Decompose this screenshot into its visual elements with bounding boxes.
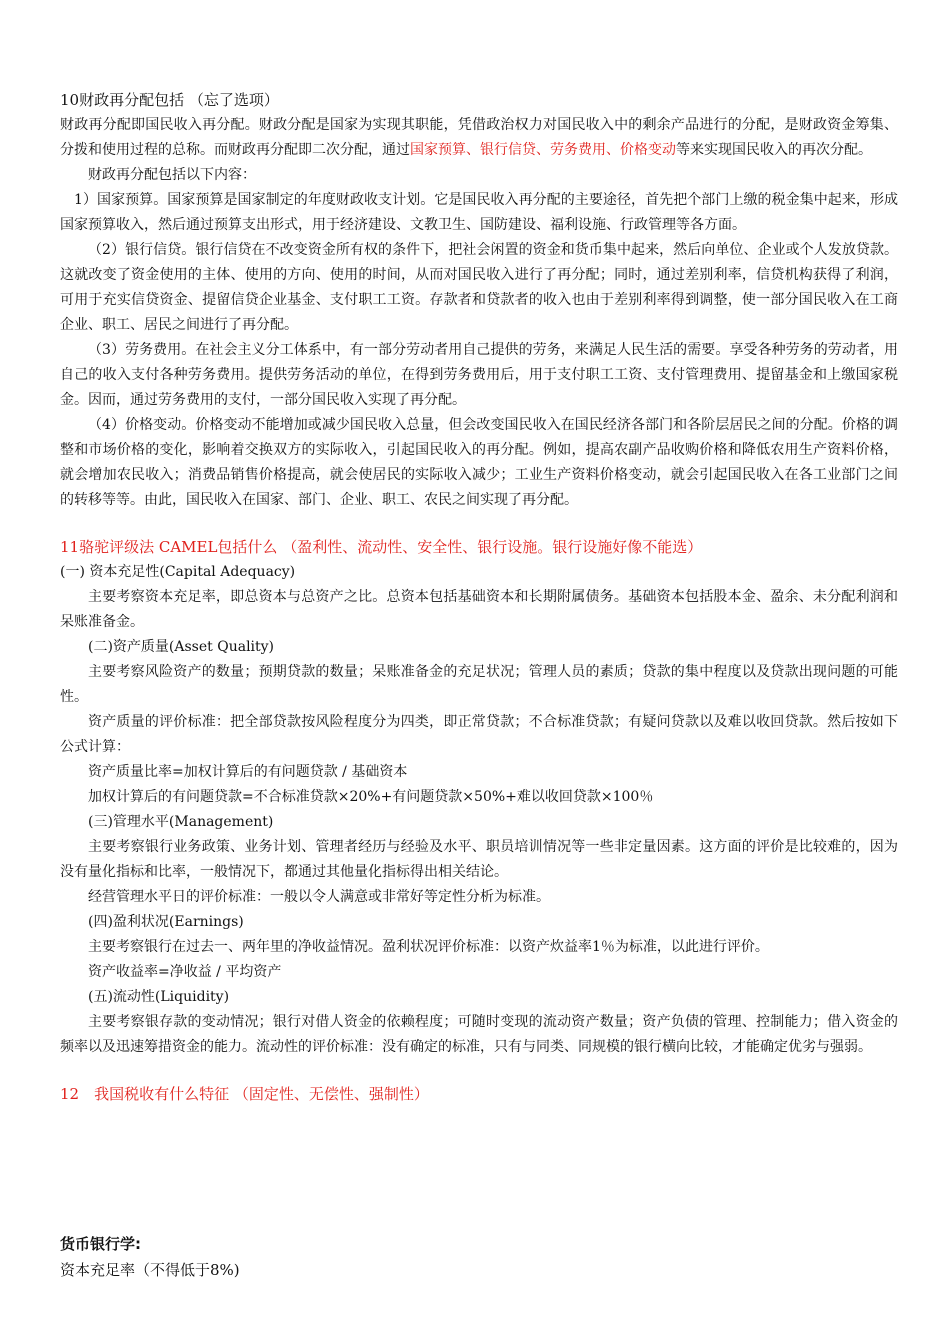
section-12-title: 12 我国税收有什么特征 （固定性、无偿性、强制性）	[60, 1085, 429, 1103]
section-10-item-national-budget: 1）国家预算。国家预算是国家制定的年度财政收支计划。它是国民收入再分配的主要途径，首先把个部门上缴的税金集中起来，形成国家预算收入，然后通过预算支出形式，用于经济建设、文教卫生、国防建设、福利设施、行政管理等各方面。	[60, 192, 898, 233]
camel-management-heading: (三)管理水平(Management)	[88, 814, 274, 830]
camel-asset-text-2: 资产质量的评价标准：把全部贷款按风险程度分为四类，即正常贷款；不合标准贷款；有疑问贷款以及难以收回贷款。然后按如下公式计算：	[60, 714, 898, 755]
camel-asset-formula-1: 资产质量比率=加权计算后的有问题贷款 / 基础资本	[88, 764, 408, 780]
camel-asset-text-1: 主要考察风险资产的数量；预期贷款的数量；呆账准备金的充足状况；管理人员的素质；贷款的集中程度以及贷款出现问题的可能性。	[60, 664, 898, 705]
section-10-paragraph-2: 财政再分配包括以下内容：	[88, 167, 256, 183]
section-11-title: 11骆驼评级法 CAMEL包括什么 （盈利性、流动性、安全性、银行设施。银行设施好像不能选）	[60, 538, 703, 556]
section-10-paragraph-1	[60, 113, 898, 163]
document-body	[60, 88, 898, 1107]
capital-adequacy-note: 资本充足率（不得低于8%)	[60, 1261, 240, 1279]
section-10-item-bank-credit: （2）银行信贷。银行信贷在不改变资金所有权的条件下，把社会闲置的资金和货币集中起来，然后向单位、企业或个人发放贷款。这就改变了资金使用的主体、使用的方向、使用的时间，从而对国民收入进行了再分配；同时，通过差别利率，信贷机构获得了利润，可用于充实信贷资金、提留信贷企业基金、支付职工工资。存款者和贷款者的收入也由于差别利率得到调整，使一部分国民收入在工商企业、职工、居民之间进行了再分配。	[60, 242, 898, 333]
highlighted-text: 国家预算、银行信贷、劳务费用、价格变动	[410, 142, 676, 158]
camel-liquidity-heading: (五)流动性(Liquidity)	[88, 989, 230, 1005]
camel-capital-text: 主要考察资本充足率，即总资本与总资产之比。总资本包括基础资本和长期附属债务。基础资本包括股本金、盈余、未分配利润和呆账准备金。	[60, 589, 898, 630]
camel-management-text-2: 经营管理水平日的评价标准：一般以令人满意或非常好等定性分析为标准。	[88, 889, 550, 905]
section-10-item-service-fees: （3）劳务费用。在社会主义分工体系中，有一部分劳动者用自己提供的劳务，来满足人民生活的需要。享受各种劳务的劳动者，用自己的收入支付各种劳务费用。提供劳务活动的单位，在得到劳务费用后，用于支付职工工资、支付管理费用、提留基金和上缴国家税金。因而，通过劳务费用的支付，一部分国民收入实现了再分配。	[60, 342, 898, 408]
camel-earnings-text-2: 资产收益率=净收益 / 平均资产	[88, 964, 282, 980]
camel-management-text-1: 主要考察银行业务政策、业务计划、管理者经历与经验及水平、职员培训情况等一些非定量因素。这方面的评价是比较难的，因为没有量化指标和比率，一般情况下，都通过其他量化指标得出相关结论。	[60, 839, 898, 880]
section-10-title: 10财政再分配包括 （忘了选项）	[60, 91, 279, 109]
camel-asset-formula-2: 加权计算后的有问题贷款=不合标准贷款×20%+有问题贷款×50%+难以收回贷款×100％	[88, 789, 654, 805]
camel-liquidity-text: 主要考察银存款的变动情况；银行对借人资金的依赖程度；可随时变现的流动资产数量；资产负债的管理、控制能力；借入资金的频率以及迅速筹措资金的能力。流动性的评价标准：没有确定的标准，只有与同类、同规模的银行横向比较，才能确定优劣与强弱。	[60, 1014, 898, 1055]
camel-earnings-text-1: 主要考察银行在过去一、两年里的净收益情况。盈利状况评价标准：以资产炊益率1％为标准，以此进行评价。	[88, 939, 769, 955]
camel-asset-heading: (二)资产质量(Asset Quality)	[88, 639, 275, 655]
camel-earnings-heading: (四)盈利状况(Earnings)	[88, 914, 244, 930]
section-10-item-price-change: （4）价格变动。价格变动不能增加或减少国民收入总量，但会改变国民收入在国民经济各部门和各阶层居民之间的分配。价格的调整和市场价格的变化，影响着交换双方的实际收入，引起国民收入的再分配。例如，提高农副产品收购价格和降低农用生产资料价格，就会增加农民收入；消费品销售价格提高，就会使居民的实际收入减少；工业生产资料价格变动，就会引起国民收入在各工业部门之间的转移等等。由此，国民收入在国家、部门、企业、职工、农民之间实现了再分配。	[60, 417, 898, 508]
paragraph-text: 等来实现国民收入的再次分配。	[676, 142, 872, 158]
money-banking-heading: 货币银行学:	[60, 1235, 141, 1253]
paragraph-text: 财政再分配即国民收入再分配。财政分配是国家为实现其职能，凭借政治权力对国民收入中的剩余产品进行的分配，是财政资金筹集、分拨和使用过程的总称。而财政再分配即二次分配，通过	[60, 117, 898, 158]
camel-capital-heading: (一) 资本充足性(Capital Adequacy)	[60, 564, 296, 580]
